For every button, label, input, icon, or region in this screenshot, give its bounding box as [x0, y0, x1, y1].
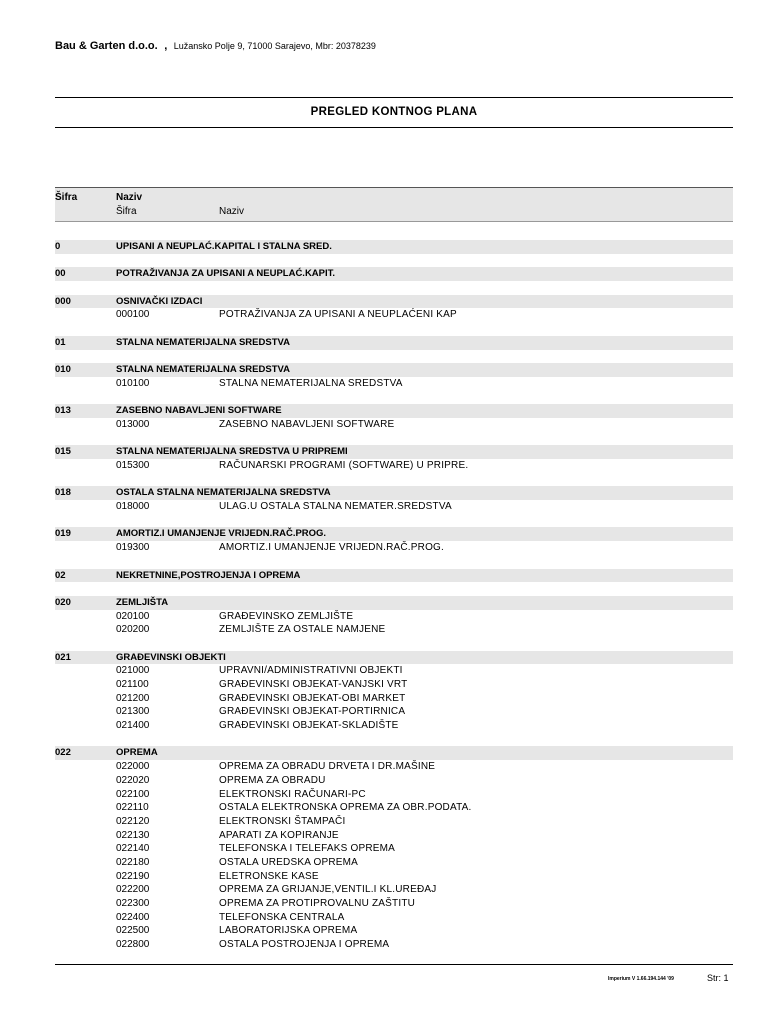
footer-rule	[55, 964, 733, 965]
group-spacer	[55, 322, 733, 336]
account-code: 013000	[116, 418, 150, 430]
account-name: GRAĐEVINSKI OBJEKAT-SKLADIŠTE	[219, 720, 399, 732]
column-code-label: Šifra	[55, 192, 78, 203]
account-code: 022000	[116, 761, 150, 773]
group-name: OSTALA STALNA NEMATERIJALNA SREDSTVA	[116, 487, 331, 499]
account-code: 022110	[116, 802, 149, 814]
document-title: PREGLED KONTNOG PLANA	[310, 106, 478, 118]
account-code: 022140	[116, 843, 150, 855]
account-row	[55, 924, 733, 938]
group-name: STALNA NEMATERIJALNA SREDSTVA U PRIPREMI	[116, 446, 348, 458]
account-row	[55, 459, 733, 473]
account-group-row	[55, 569, 733, 583]
account-name: GRAĐEVINSKI OBJEKAT-VANJSKI VRT	[219, 679, 408, 690]
company-address: Lužansko Polje 9, 71000 Sarajevo, Mbr: 20378239	[173, 41, 376, 51]
title-rule	[55, 127, 733, 128]
account-name: OSTALA POSTROJENJA I OPREMA	[219, 939, 390, 951]
account-code: 021100	[116, 679, 149, 690]
group-name: ZEMLJIŠTA	[116, 596, 169, 608]
account-row	[55, 897, 733, 911]
document-header	[55, 40, 376, 52]
group-spacer	[55, 555, 733, 569]
account-row	[55, 801, 733, 815]
account-row	[55, 829, 733, 843]
column-name-label: Naziv	[116, 192, 143, 203]
account-row	[55, 692, 733, 706]
account-code: 022300	[116, 898, 150, 909]
group-code: 01	[55, 336, 66, 348]
account-code: 022200	[116, 884, 150, 896]
group-name: POTRAŽIVANJA ZA UPISANI A NEUPLAĆ.KAPIT.	[116, 268, 336, 280]
account-row	[55, 788, 733, 802]
group-name: UPISANI A NEUPLAĆ.KAPITAL I STALNA SRED.	[116, 241, 332, 252]
account-group-row	[55, 267, 733, 281]
account-code: 000100	[116, 309, 150, 321]
page-number: Str: 1	[707, 973, 729, 983]
account-code: 022400	[116, 911, 150, 923]
account-row	[55, 938, 733, 952]
account-name: UPRAVNI/ADMINISTRATIVNI OBJEKTI	[219, 665, 403, 677]
account-code: 020100	[116, 610, 150, 622]
account-code: 020200	[116, 624, 150, 636]
account-row	[55, 842, 733, 856]
account-group-row	[55, 336, 733, 350]
group-spacer	[55, 281, 733, 295]
account-group-row	[55, 746, 733, 760]
account-row	[55, 623, 733, 637]
account-name: ELEKTRONSKI RAČUNARI-PC	[219, 788, 366, 800]
account-code: 018000	[116, 501, 150, 513]
account-row	[55, 815, 733, 829]
account-name: OPREMA ZA OBRADU DRVETA I DR.MAŠINE	[219, 761, 436, 773]
account-name: AMORTIZ.I UMANJENJE VRIJEDN.RAČ.PROG.	[219, 542, 445, 554]
account-name: OPREMA ZA GRIJANJE,VENTIL.I KL.UREĐAJ	[219, 884, 437, 896]
account-group-row	[55, 240, 733, 254]
account-row	[55, 911, 733, 925]
account-row	[55, 418, 733, 432]
group-name: STALNA NEMATERIJALNA SREDSTVA	[116, 364, 290, 376]
account-name: ELETRONSKE KASE	[219, 870, 319, 882]
account-group-row	[55, 527, 733, 541]
account-name: LABORATORIJSKA OPREMA	[219, 925, 358, 937]
account-code: 021300	[116, 706, 150, 718]
group-name: OPREMA	[116, 747, 158, 759]
account-row	[55, 308, 733, 322]
group-code: 010	[55, 364, 71, 376]
group-code: 000	[55, 295, 71, 307]
column-subcode-label: Šifra	[116, 206, 137, 217]
top-rule	[55, 97, 733, 98]
account-row	[55, 705, 733, 719]
account-name: STALNA NEMATERIJALNA SREDSTVA	[219, 377, 403, 389]
account-row	[55, 719, 733, 733]
group-spacer	[55, 350, 733, 364]
group-code: 013	[55, 405, 71, 417]
account-name: ELEKTRONSKI ŠTAMPAČI	[219, 815, 346, 827]
account-group-row	[55, 404, 733, 418]
group-code: 015	[55, 446, 71, 458]
account-list	[55, 240, 733, 952]
group-code: 02	[55, 569, 66, 581]
group-name: ZASEBNO NABAVLJENI SOFTWARE	[116, 405, 282, 417]
account-name: ZEMLJIŠTE ZA OSTALE NAMJENE	[219, 624, 386, 636]
account-name: OSTALA ELEKTRONSKA OPREMA ZA OBR.PODATA.	[219, 802, 472, 814]
account-group-row	[55, 295, 733, 309]
account-row	[55, 870, 733, 884]
group-code: 022	[55, 747, 71, 759]
account-group-row	[55, 651, 733, 665]
account-name: OSTALA UREDSKA OPREMA	[219, 856, 359, 868]
account-code: 022020	[116, 774, 150, 786]
account-name: TELEFONSKA I TELEFAKS OPREMA	[219, 843, 396, 855]
group-code: 00	[55, 268, 66, 280]
account-code: 022130	[116, 829, 150, 841]
account-row	[55, 678, 733, 692]
account-code: 022800	[116, 939, 150, 951]
group-code: 020	[55, 596, 71, 608]
account-name: GRAĐEVINSKI OBJEKAT-PORTIRNICA	[219, 706, 406, 718]
account-code: 021000	[116, 665, 150, 677]
account-row	[55, 541, 733, 555]
header-separator: ,	[164, 40, 168, 52]
account-row	[55, 774, 733, 788]
account-code: 022180	[116, 856, 150, 868]
group-name: GRAĐEVINSKI OBJEKTI	[116, 651, 226, 663]
account-name: TELEFONSKA CENTRALA	[219, 911, 345, 923]
column-header	[55, 187, 733, 222]
account-group-row	[55, 445, 733, 459]
group-spacer	[55, 733, 733, 747]
account-group-row	[55, 363, 733, 377]
account-name: APARATI ZA KOPIRANJE	[219, 829, 339, 841]
account-row	[55, 760, 733, 774]
software-version: Imperium V 1.66.194.144 '09	[608, 976, 674, 982]
account-row	[55, 610, 733, 624]
account-code: 022100	[116, 788, 150, 800]
account-row	[55, 856, 733, 870]
account-row	[55, 883, 733, 897]
group-name: OSNIVAČKI IZDACI	[116, 295, 203, 307]
account-name: GRAĐEVINSKI OBJEKAT-OBI MARKET	[219, 692, 406, 704]
group-spacer	[55, 637, 733, 651]
group-code: 021	[55, 651, 71, 663]
group-name: AMORTIZ.I UMANJENJE VRIJEDN.RAČ.PROG.	[116, 528, 327, 540]
account-group-row	[55, 596, 733, 610]
account-name: OPREMA ZA PROTIPROVALNU ZAŠTITU	[219, 898, 416, 909]
group-spacer	[55, 514, 733, 528]
group-spacer	[55, 582, 733, 596]
group-spacer	[55, 391, 733, 405]
account-name: ZASEBNO NABAVLJENI SOFTWARE	[219, 418, 395, 430]
company-name: Bau & Garten d.o.o.	[55, 40, 158, 52]
group-code: 019	[55, 528, 71, 540]
group-code: 0	[55, 241, 61, 252]
account-row	[55, 500, 733, 514]
group-spacer	[55, 473, 733, 487]
account-code: 022500	[116, 925, 150, 937]
account-code: 021200	[116, 692, 150, 704]
group-code: 018	[55, 487, 71, 499]
account-code: 019300	[116, 542, 150, 554]
account-row	[55, 664, 733, 678]
account-code: 010100	[116, 377, 150, 389]
account-name: OPREMA ZA OBRADU	[219, 774, 326, 786]
group-spacer	[55, 432, 733, 446]
account-name: POTRAŽIVANJA ZA UPISANI A NEUPLAĆENI KAP	[219, 309, 457, 321]
group-name: STALNA NEMATERIJALNA SREDSTVA	[116, 336, 290, 348]
account-name: ULAG.U OSTALA STALNA NEMATER.SREDSTVA	[219, 501, 452, 513]
account-name: GRAĐEVINSKO ZEMLJIŠTE	[219, 610, 354, 622]
account-code: 022190	[116, 870, 150, 882]
account-code: 021400	[116, 720, 150, 732]
group-spacer	[55, 254, 733, 268]
group-name: NEKRETNINE,POSTROJENJA I OPREMA	[116, 569, 301, 581]
account-name: RAČUNARSKI PROGRAMI (SOFTWARE) U PRIPRE.	[219, 460, 469, 471]
account-group-row	[55, 486, 733, 500]
column-subname-label: Naziv	[219, 206, 245, 217]
account-code: 015300	[116, 460, 150, 471]
account-row	[55, 377, 733, 391]
account-code: 022120	[116, 815, 150, 827]
